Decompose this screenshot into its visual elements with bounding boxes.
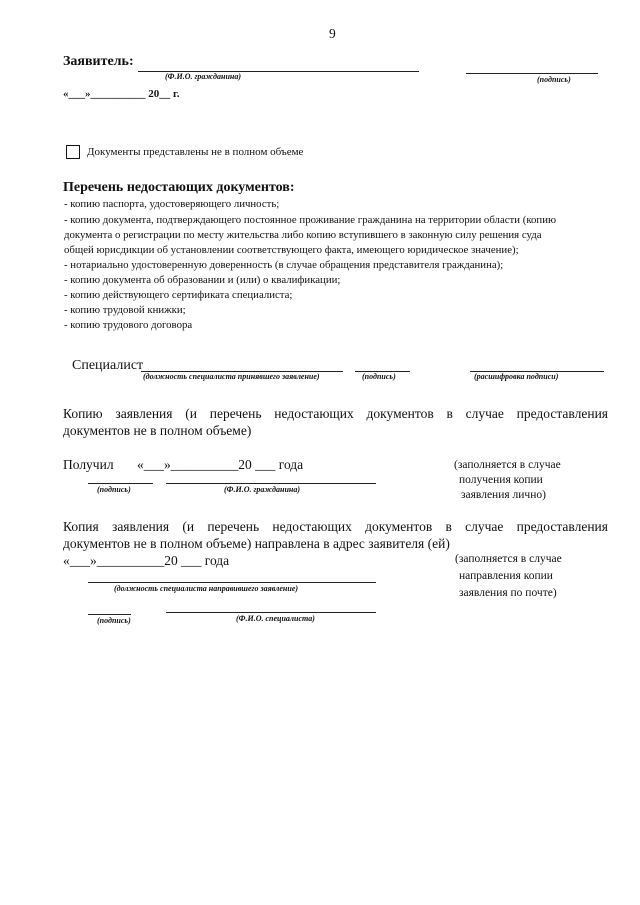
sent-position-line[interactable] bbox=[88, 582, 376, 583]
copy-sent-paragraph-line2: документов не в полном объеме) направлена в адрес заявителя (ей) bbox=[63, 536, 450, 551]
received-note-line3: заявления лично) bbox=[461, 489, 546, 501]
list-item: документа о регистрации по месту жительства либо копию вступившего в законную силу решения суда bbox=[64, 229, 542, 241]
applicant-label: Заявитель: bbox=[63, 54, 134, 69]
missing-documents-title: Перечень недостающих документов: bbox=[63, 180, 295, 195]
received-date: «___»__________20 ___ года bbox=[137, 457, 304, 472]
list-item: - копию трудовой книжки; bbox=[64, 304, 186, 316]
received-note-line1: (заполняется в случае bbox=[454, 459, 561, 471]
sent-date: «___»__________20 ___ года bbox=[63, 553, 230, 568]
received-signature-line[interactable] bbox=[88, 483, 153, 484]
list-item: - копию документа, подтверждающего постоянное проживание гражданина на территории области (копию bbox=[64, 214, 557, 226]
list-item: - копию действующего сертификата специалиста; bbox=[64, 289, 293, 301]
specialist-signature-caption: (подпись) bbox=[362, 372, 396, 381]
copy-received-paragraph-line1: Копию заявления (и перечень недостающих документов в случае предоставления bbox=[63, 406, 608, 421]
sent-fio-caption: (Ф.И.О. специалиста) bbox=[236, 614, 315, 623]
specialist-label: Специалист bbox=[72, 358, 144, 373]
sent-fio-line[interactable] bbox=[166, 612, 376, 613]
list-item: общей юрисдикции об установлении соответствующего факта, имеющего юридическое значение); bbox=[64, 244, 519, 256]
sent-note-line1: (заполняется в случае bbox=[455, 553, 562, 565]
applicant-fio-caption: (Ф.И.О. гражданина) bbox=[165, 72, 241, 81]
sent-note-line3: заявления по почте) bbox=[459, 587, 557, 599]
sent-position-caption: (должность специалиста направившего заявление) bbox=[114, 584, 299, 593]
specialist-decode-caption: (расшифровка подписи) bbox=[474, 372, 559, 381]
received-fio-line[interactable] bbox=[166, 483, 376, 484]
checkbox-label: Документы представлены не в полном объеме bbox=[87, 146, 304, 158]
applicant-date: «___»__________ 20__ г. bbox=[63, 88, 180, 100]
incomplete-documents-checkbox[interactable] bbox=[66, 145, 80, 159]
received-label: Получил bbox=[63, 457, 114, 472]
applicant-signature-line[interactable] bbox=[466, 73, 598, 74]
copy-received-paragraph-line2: документов не в полном объеме) bbox=[63, 423, 252, 438]
sent-signature-line[interactable] bbox=[88, 614, 131, 615]
list-item: - копию паспорта, удостоверяющего личность; bbox=[64, 198, 280, 210]
received-fio-caption: (Ф.И.О. гражданина) bbox=[224, 485, 300, 494]
sent-note-line2: направления копии bbox=[459, 570, 553, 582]
received-note-line2: получения копии bbox=[459, 474, 543, 486]
sent-signature-caption: (подпись) bbox=[97, 616, 131, 625]
received-signature-caption: (подпись) bbox=[97, 485, 131, 494]
copy-sent-paragraph-line1: Копия заявления (и перечень недостающих документов в случае предоставления bbox=[63, 519, 608, 534]
specialist-position-caption: (должность специалиста принявшего заявление) bbox=[143, 372, 320, 381]
list-item: - копию документа об образовании и (или) о квалификации; bbox=[64, 274, 341, 286]
list-item: - нотариально удостоверенную доверенность (в случае обращения представителя гражданина); bbox=[64, 259, 504, 271]
list-item: - копию трудового договора bbox=[64, 319, 193, 331]
page-number: 9 bbox=[329, 26, 336, 41]
applicant-signature-caption: (подпись) bbox=[537, 75, 571, 84]
